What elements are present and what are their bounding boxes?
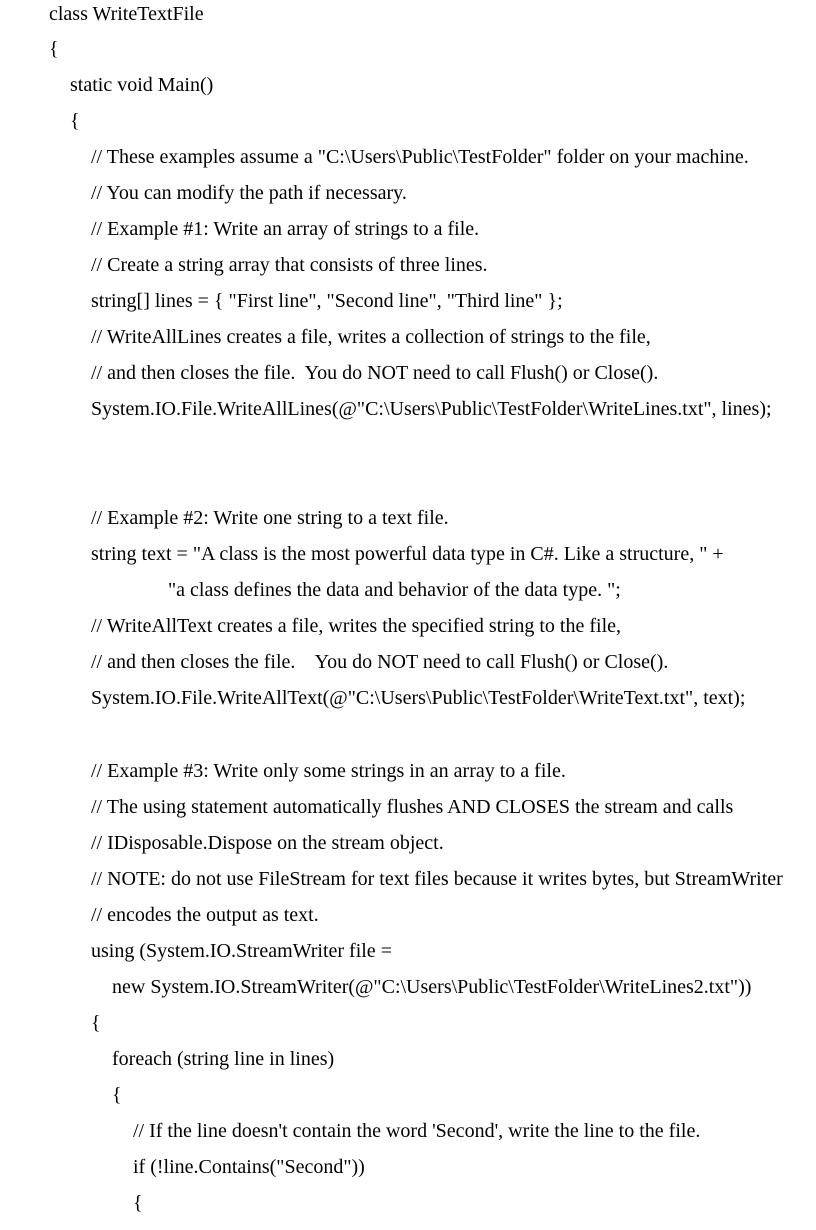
code-line: if (!line.Contains("Second")) bbox=[133, 1156, 365, 1178]
code-line: // WriteAllLines creates a file, writes a collection of strings to the file, bbox=[91, 326, 651, 348]
code-line: System.IO.File.WriteAllText(@"C:\Users\Public\TestFolder\WriteText.txt", text); bbox=[91, 687, 746, 709]
code-line: // encodes the output as text. bbox=[91, 904, 319, 926]
code-line: foreach (string line in lines) bbox=[112, 1048, 335, 1070]
code-line: // and then closes the file. You do NOT need to call Flush() or Close(). bbox=[91, 651, 669, 673]
code-line: { bbox=[112, 1084, 122, 1106]
code-line: System.IO.File.WriteAllLines(@"C:\Users\Public\TestFolder\WriteLines.txt", lines); bbox=[91, 398, 772, 420]
code-line: string[] lines = { "First line", "Second line", "Third line" }; bbox=[91, 290, 563, 312]
code-line: // NOTE: do not use FileStream for text files because it writes bytes, but StreamWriter bbox=[91, 868, 783, 890]
code-line: // These examples assume a "C:\Users\Public\TestFolder" folder on your machine. bbox=[91, 146, 749, 168]
code-line: class WriteTextFile bbox=[49, 3, 204, 25]
code-line: using (System.IO.StreamWriter file = bbox=[91, 940, 392, 962]
code-line: // IDisposable.Dispose on the stream object. bbox=[91, 832, 444, 854]
code-line: // and then closes the file. You do NOT need to call Flush() or Close(). bbox=[91, 362, 659, 384]
code-line: { bbox=[91, 1012, 101, 1034]
code-line: new System.IO.StreamWriter(@"C:\Users\Public\TestFolder\WriteLines2.txt")) bbox=[112, 976, 752, 998]
code-line: static void Main() bbox=[70, 74, 214, 96]
code-line: { bbox=[49, 38, 59, 60]
code-line: // WriteAllText creates a file, writes the specified string to the file, bbox=[91, 615, 622, 637]
code-line: // The using statement automatically flushes AND CLOSES the stream and calls bbox=[91, 796, 734, 818]
code-line: // Example #1: Write an array of strings to a file. bbox=[91, 218, 480, 240]
code-line: string text = "A class is the most powerful data type in C#. Like a structure, " + bbox=[91, 543, 724, 565]
code-line: // You can modify the path if necessary. bbox=[91, 182, 407, 204]
code-line: // Example #2: Write one string to a text file. bbox=[91, 507, 449, 529]
code-line: { bbox=[133, 1192, 143, 1214]
code-line: "a class defines the data and behavior of the data type. "; bbox=[168, 579, 621, 601]
code-line: // If the line doesn't contain the word 'Second', write the line to the file. bbox=[133, 1120, 701, 1142]
code-line: // Create a string array that consists of three lines. bbox=[91, 254, 488, 276]
code-line: { bbox=[70, 110, 80, 132]
code-line: // Example #3: Write only some strings in an array to a file. bbox=[91, 760, 566, 782]
